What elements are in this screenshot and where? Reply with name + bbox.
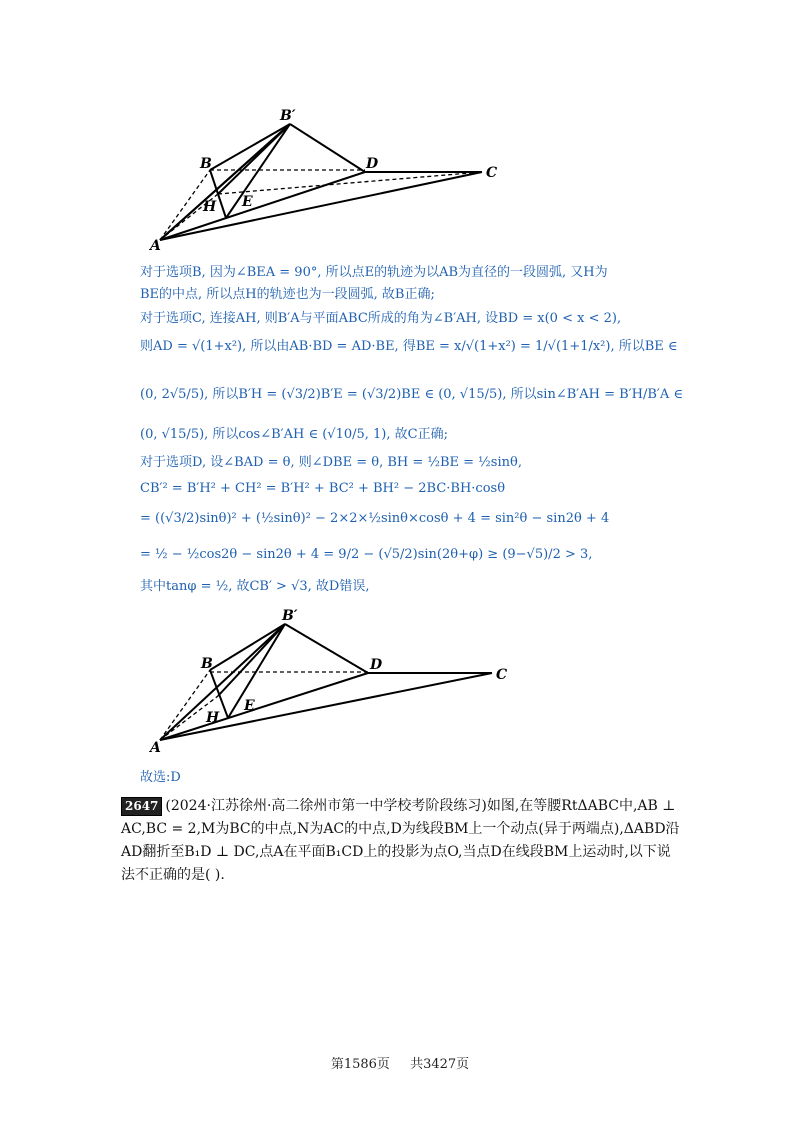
edge-a-bprime — [160, 624, 285, 740]
edge-e-bprime — [228, 624, 285, 718]
edge-bprime-d — [290, 124, 365, 172]
geometry-figure-top — [0, 0, 800, 260]
dashed-h-c — [218, 172, 482, 194]
dashed-a-h — [160, 696, 218, 740]
solution-line: 对于选项D, 设∠BAD = θ, 则∠DBE = θ, BH = ½BE = ½sinθ, — [140, 455, 522, 470]
answer-text: 故选:D — [140, 770, 181, 785]
label-d: D — [366, 156, 379, 172]
solution-line: 对于选项C, 连接AH, 则B′A与平面ABC所成的角为∠B′AH, 设BD = x(0 < x < 2), — [140, 311, 622, 326]
solution-line: 其中tanφ = ½, 故CB′ > √3, 故D错误, — [140, 579, 370, 594]
label-bprime: B′ — [282, 608, 298, 624]
edge-e-bprime — [226, 124, 290, 218]
label-a: A — [150, 238, 161, 254]
dashed-a-b — [160, 670, 210, 740]
edge-bprime-d — [285, 624, 368, 673]
problem-block — [121, 795, 681, 887]
label-e: E — [244, 698, 255, 714]
page-number: 第1586页 — [330, 1057, 390, 1072]
solution-line: 对于选项B, 因为∠BEA = 90°, 所以点E的轨迹为以AB为直径的一段圆弧, 又H为 — [140, 265, 608, 280]
solution-line: (0, 2√5/5), 所以B′H = (√3/2)B′E = (√3/2)BE ∈ (0, √15/5), 所以sin∠B′AH = B′H/B′A ∈ — [140, 387, 683, 402]
edge-b-bprime — [210, 624, 285, 670]
solution-line: = ½ − ½cos2θ − sin2θ + 4 = 9/2 − (√5/2)sin(2θ+φ) ≥ (9−√5)/2 > 3, — [140, 547, 593, 562]
solution-line: BE的中点, 所以点H的轨迹也为一段圆弧, 故B正确; — [140, 287, 435, 302]
problem-text: (2024·江苏徐州·高二徐州市第一中学校考阶段练习)如图,在等腰RtΔABC中,AB ⊥ AC,BC = 2,M为BC的中点,N为AC的中点,D为线段BM上一个动点(异于两端点),ΔABD沿AD翻折至B₁D ⊥ DC,点A在平面B₁CD上的投影为点O,当点D在线段BM上运动时,以下说法不正确的是( ). — [121, 798, 680, 883]
problem-number-badge: 2647 — [121, 797, 162, 816]
edge-a-c — [160, 673, 492, 740]
label-a: A — [150, 740, 161, 756]
total-pages: 共3427页 — [410, 1057, 470, 1072]
solution-line: (0, √15/5), 所以cos∠B′AH ∈ (√10/5, 1), 故C正确; — [140, 427, 448, 442]
edge-a-bprime-2 — [160, 124, 290, 240]
label-b: B — [201, 656, 213, 672]
label-bprime: B′ — [280, 108, 296, 124]
edge-b-e — [210, 670, 228, 718]
solution-line: 则AD = √(1+x²), 所以由AB·BD = AD·BE, 得BE = x/√(1+x²) = 1/√(1+1/x²), 所以BE ∈ — [140, 339, 678, 354]
label-h: H — [203, 199, 217, 215]
edge-a-d — [160, 673, 368, 740]
edge-a-d — [160, 172, 365, 240]
solution-line: = ((√3/2)sinθ)² + (½sinθ)² − 2×2×½sinθ×cosθ + 4 = sin²θ − sin2θ + 4 — [140, 511, 610, 526]
label-c: C — [496, 667, 508, 683]
label-d: D — [370, 657, 383, 673]
answer-line — [140, 768, 181, 787]
label-e: E — [242, 194, 253, 210]
page-footer — [0, 1053, 800, 1072]
label-c: C — [486, 165, 498, 181]
label-h: H — [206, 710, 220, 726]
edge-h-bprime — [218, 624, 285, 696]
label-b: B — [200, 156, 212, 172]
solution-line: CB′² = B′H² + CH² = B′H² + BC² + BH² − 2BC·BH·cosθ — [140, 481, 506, 496]
